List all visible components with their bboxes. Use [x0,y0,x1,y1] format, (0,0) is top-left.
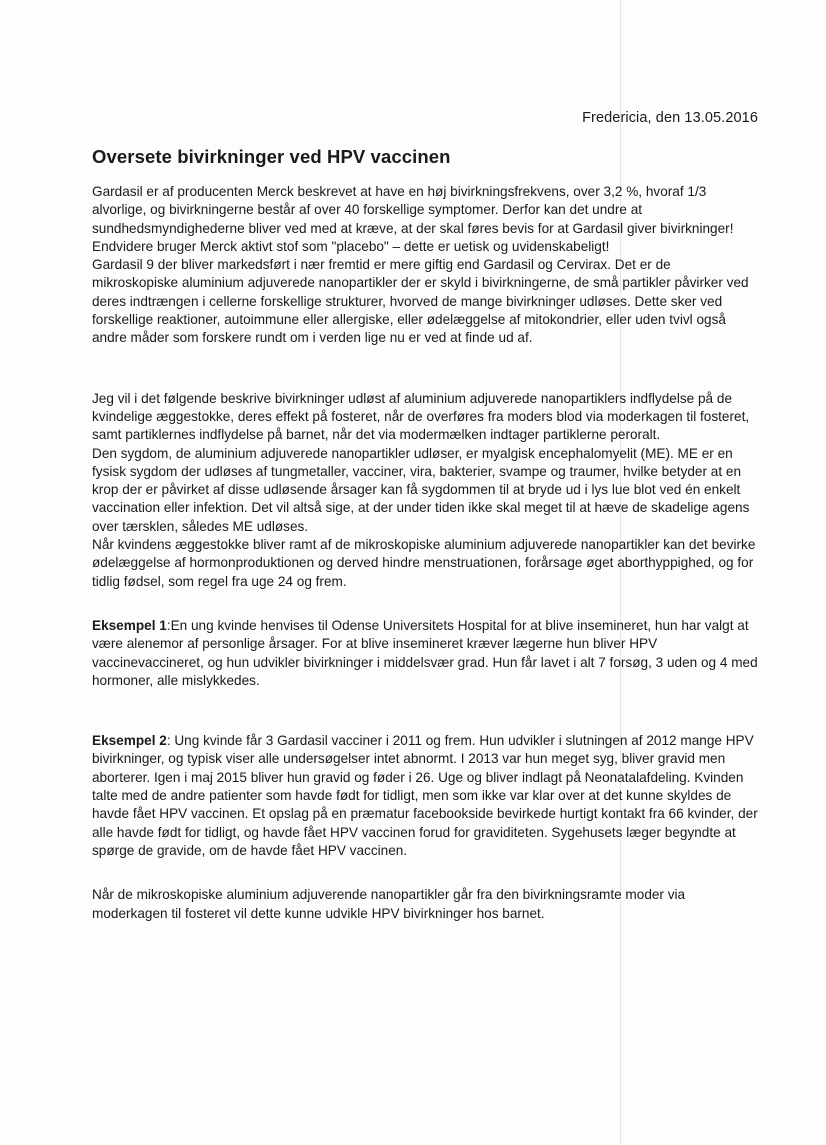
paragraph-intro: Gardasil er af producenten Merck beskrevet at have en høj bivirkningsfrekvens, over 3,2 %, hvoraf 1/3 alvorlige, og bivirkningerne består af over 40 forskellige symptomer. Derfor kan det undre at sundhedsmyndighederne bliver ved med at kræve, at der skal føres bevis for at Gardasil giver bivirkninger! [92,184,734,236]
paragraph-spacer [92,860,758,886]
document-date: Fredericia, den 13.05.2016 [582,110,758,126]
paragraph-gardasil9: Gardasil 9 der bliver markedsført i nær fremtid er mere giftig end Gardasil og Cervirax. Det er de mikroskopiske aluminium adjuverede nanopartikler der er skyld i bivirkningerne, de små partikler påvirker ved deres indtrængen i cellerne forskellige strukturer, hvorved de mange bivirkninger udløses. Dette sker ved forskellige reaktioner, autoimmune eller allergiske, eller ødelæggelse af mitokondrier, eller uden tvivl også andre måder som forskere rundt om i verden lige nu er ved at finde ud af. [92,257,749,346]
paragraph-example-2 [92,732,758,860]
paragraph-closing: Når de mikroskopiske aluminium adjuverende nanopartikler går fra den bivirkningsramte moder via moderkagen til fosteret vil dette kunne udvikle HPV bivirkninger hos barnet. [92,887,686,921]
example-2-label: Eksempel 2 [92,733,167,749]
paragraph-example-1 [92,617,758,690]
paragraph-placebo: Endvidere bruger Merck aktivt stof som "placebo" – dette er uetisk og uvidenskabeligt! [92,238,610,254]
paragraph-spacer [92,591,758,617]
document-title: Oversete bivirkninger ved HPV vaccinen [92,146,451,167]
example-1-text: :En ung kvinde henvises til Odense Universitets Hospital for at blive insemineret, hun har valgt at være alenemor af personlige årsager. For at blive insemineret kræver lægerne hun bliver HPV vaccinevaccineret, og hun udvikler bivirkninger i middelsvær grad. Hun får lavet i alt 7 forsøg, 3 uden og 4 med hormoner, alle mislykkedes. [92,617,758,688]
document-body [92,183,758,923]
paragraph-description: Jeg vil i det følgende beskrive bivirkninger udløst af aluminium adjuverede nanopartiklers indflydelse på de kvindelige æggestokke, deres effekt på fosteret, når de overføres fra moders blod via moderkagen til fosteret, samt partiklernes indflydelse på barnet, når det via modermælken indtager partiklerne peroralt. [92,390,750,443]
paragraph-spacer [92,348,758,390]
paragraph-me-disease: Den sygdom, de aluminium adjuverede nanopartikler udløser, er myalgisk encephalomyelit (ME). ME er en fysisk sygdom der udløses af tungmetaller, vacciner, vira, bakterier, svampe og traumer, hvilke betyder at en krop der er påvirket af disse udløsende årsager kan få sygdommen til at bryde ud i lys lue blot ved én enkelt vaccination eller infektion. Det vil altså sige, at der under tiden ikke skal meget til at hæve de skadelige agens over tærsklen, således ME udløses. [92,445,750,534]
paragraph-ovaries: Når kvindens æggestokke bliver ramt af de mikroskopiske aluminium adjuverede nanopartikler kan det bevirke ødelæggelse af hormonproduktionen og derved hindre menstruationen, forårsage øget aborthyppighed, og for tidlig fødsel, som regel fra uge 24 og frem. [92,537,756,589]
paragraph-spacer [92,690,758,732]
example-2-text: : Ung kvinde får 3 Gardasil vacciner i 2011 og frem. Hun udvikler i slutningen af 2012 mange HPV bivirkninger, og typisk viser alle undersøgelser intet abnormt. I 2013 var hun meget syg, bliver gravid men aborterer. Igen i maj 2015 bliver hun gravid og føder i 26. Uge og bliver indlagt på Neonatalafdeling. Kvinden talte med de andre patienter som havde født for tidligt, men som ikke var klar over at det kunne skyldes de havde fået HPV vaccinen. Et opslag på en præmatur facebookside bevirkede hurtigt kontakt fra 66 kvinder, der alle havde født for tidligt, og havde fået HPV vaccinen forud for graviditeten. Sygehusets læger begyndte at spørge de gravide, om de havde fået HPV vaccinen. [92,733,758,858]
example-1-label: Eksempel 1 [92,617,167,633]
